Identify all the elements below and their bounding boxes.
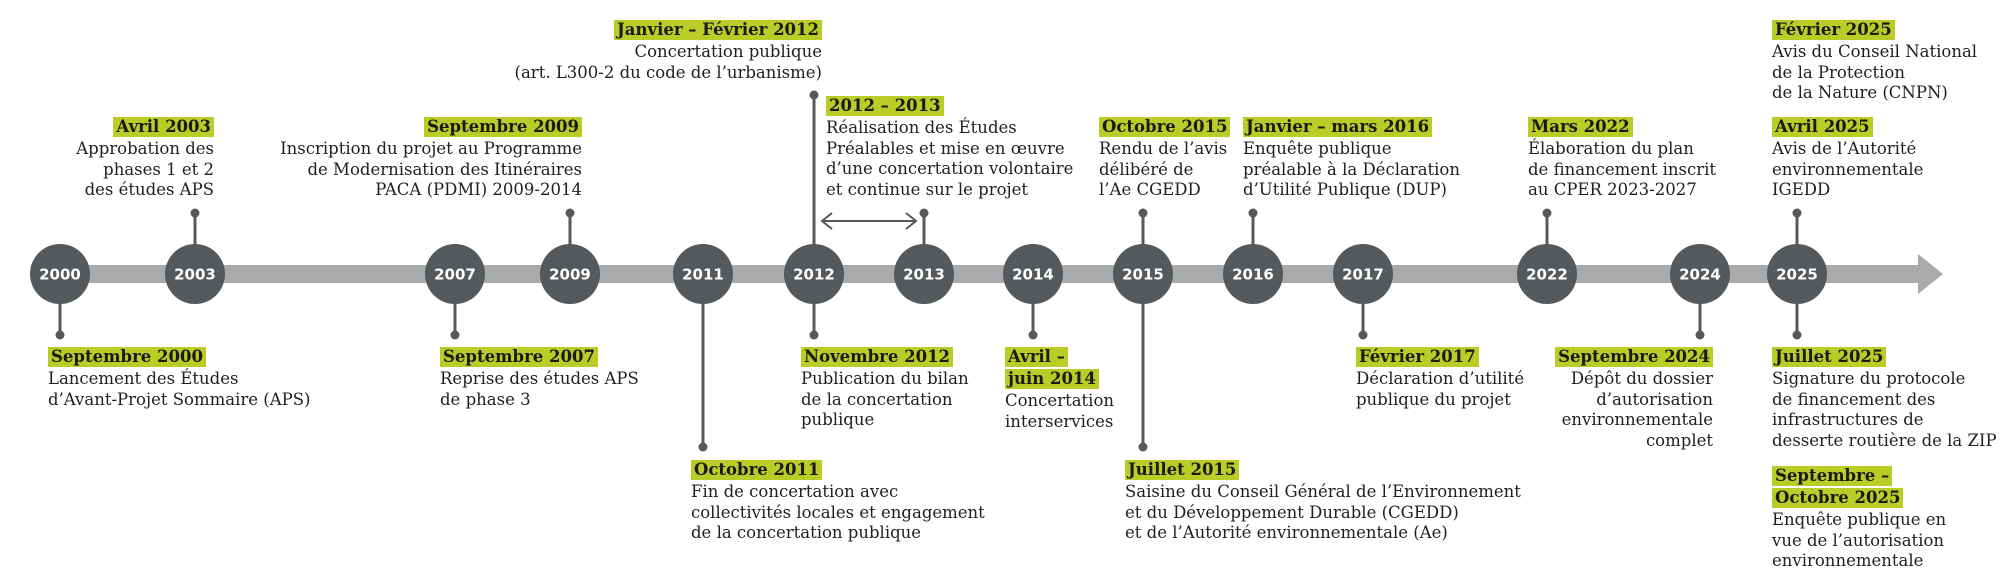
event-date-tag: Septembre 2009 [424,117,582,137]
event-avrjuin2014 [1005,347,1114,432]
event-description-line: vue de l’autorisation [1772,530,1945,550]
event-description-line: Avis de l’Autorité [1772,139,1917,158]
event-description-line: desserte routière de la ZIP [1772,430,1997,450]
event-description-line: préalable à la Déclaration [1243,159,1460,179]
event-p20122013 [826,96,1073,200]
event-fev2017 [1356,347,1524,410]
event-description-line: environnementale [1561,410,1713,429]
year-label: 2017 [1342,265,1384,284]
event-description-line: d’Avant-Projet Sommaire (APS) [48,389,311,409]
event-description-line: l’Ae CGEDD [1099,180,1201,199]
event-jul2025 [1772,347,1997,451]
event-description-line: des études APS [84,180,214,199]
event-description-line: de la concertation [801,389,953,409]
event-description-line: de la concertation publique [691,523,922,542]
event-janmar2016 [1243,117,1460,201]
event-oct2011 [691,460,985,544]
event-sep2009 [280,117,582,201]
event-description-line: Déclaration d’utilité [1356,369,1525,388]
year-label: 2007 [434,265,476,284]
event-description-line: de Modernisation des Itinéraires [307,159,582,179]
event-date-tag: 2012 – 2013 [826,96,944,116]
year-label: 2015 [1122,265,1164,284]
event-description-line: IGEDD [1772,180,1831,199]
timeline-arrowhead-icon [1918,254,1943,294]
event-description-line: et continue sur le projet [826,179,1029,199]
year-node-2017 [1333,244,1393,304]
event-description-line: Concertation publique [634,42,822,61]
event-description-line: et de l’Autorité environnementale (Ae) [1125,523,1448,542]
event-description-line: au CPER 2023-2027 [1528,180,1697,199]
event-description-line: Signature du protocole [1772,369,1966,388]
event-description-line: Fin de concertation avec [691,482,899,501]
event-description-line: Approbation des [76,139,214,158]
event-description-line: de la Nature (CNPN) [1772,83,1948,102]
event-date-tag: Juillet 2025 [1772,347,1886,367]
event-description-line: délibéré de [1099,159,1194,179]
event-description-line: Enquête publique en [1772,510,1947,529]
event-description-line: d’Utilité Publique (DUP) [1243,180,1447,199]
event-description-line: Préalables et mise en œuvre [826,138,1065,158]
year-label: 2024 [1679,265,1721,284]
event-date-tag: Octobre 2025 [1772,488,1903,508]
event-date-tag: Avril 2025 [1772,117,1873,137]
event-oct2015 [1099,117,1230,201]
event-description-line: infrastructures de [1772,410,1924,429]
event-apr2025 [1772,117,1923,201]
event-date-tag: Septembre 2024 [1555,347,1713,367]
timeline-axis [40,265,1920,283]
year-label: 2025 [1776,265,1818,284]
year-label: 2014 [1012,265,1054,284]
year-node-2014 [1003,244,1063,304]
year-node-2015 [1113,244,1173,304]
event-date-tag: Juillet 2015 [1125,460,1239,480]
event-date-tag: juin 2014 [1005,369,1099,389]
year-label: 2003 [174,265,216,284]
event-description-line: Élaboration du plan [1528,139,1694,158]
year-node-2003 [165,244,225,304]
year-node-2024 [1670,244,1730,304]
event-description-line: (art. L300-2 du code de l’urbanisme) [514,62,822,82]
event-date-tag: Septembre 2000 [48,347,206,367]
event-sep2024 [1555,347,1713,451]
year-label: 2012 [793,265,835,284]
event-janfev2012 [515,20,822,83]
event-date-tag: Janvier – mars 2016 [1243,117,1432,137]
event-description-line: environnementale [1772,159,1924,179]
event-description-line: d’une concertation volontaire [826,159,1074,178]
event-sep2000 [48,347,310,410]
year-node-2012 [784,244,844,304]
event-date-tag: Octobre 2015 [1099,117,1230,137]
event-date-tag: Septembre 2007 [440,347,598,367]
event-description-line: complet [1645,430,1713,450]
event-description-line: d’autorisation [1596,389,1713,409]
year-node-2022 [1517,244,1577,304]
event-description-line: publique [801,410,875,429]
event-description-line: Réalisation des Études [826,118,1017,137]
event-date-tag: Novembre 2012 [801,347,953,367]
event-description-line: Inscription du projet au Programme [280,139,582,158]
event-description-line: Publication du bilan [801,369,969,388]
event-description-line: et du Développement Durable (CGEDD) [1125,502,1459,522]
event-date-tag: Février 2017 [1356,347,1479,367]
event-date-tag: Avril 2003 [113,117,214,137]
event-description-line: collectivités locales et engagement [691,502,985,522]
event-description-line: Enquête publique [1243,139,1392,158]
year-label: 2000 [39,265,81,284]
event-fev2025 [1772,20,1977,104]
event-nov2012 [801,347,969,431]
event-description-line: de financement inscrit [1528,159,1716,179]
event-jul2015 [1125,460,1521,544]
event-description-line: phases 1 et 2 [103,159,214,179]
event-description-line: publique du projet [1356,389,1511,409]
event-description-line: Concertation [1005,391,1115,410]
year-node-2000 [30,244,90,304]
event-description-line: de financement des [1772,389,1936,409]
year-node-2016 [1223,244,1283,304]
event-date-tag: Mars 2022 [1528,117,1633,137]
event-date-tag: Octobre 2011 [691,460,822,480]
event-date-tag: Avril – [1005,347,1068,367]
event-sep2007 [440,347,639,410]
year-node-2025 [1767,244,1827,304]
event-apr2003 [76,117,214,201]
year-node-2013 [894,244,954,304]
event-description-line: Dépôt du dossier [1570,369,1713,388]
event-description-line: Saisine du Conseil Général de l’Environnement [1125,482,1521,501]
event-description-line: de la Protection [1772,62,1905,82]
year-label: 2022 [1526,265,1568,284]
event-description-line: de phase 3 [440,389,531,409]
event-description-line: Avis du Conseil National [1772,42,1978,61]
event-description-line: interservices [1005,411,1114,431]
event-mar2022 [1528,117,1716,201]
period-double-arrow-icon [822,213,916,229]
year-label: 2013 [903,265,945,284]
year-node-2007 [425,244,485,304]
year-label: 2011 [682,265,724,284]
event-description-line: environnementale [1772,551,1924,570]
event-sepoct2025 [1772,466,1946,572]
event-date-tag: Septembre – [1772,466,1892,486]
year-node-2009 [540,244,600,304]
event-description-line: PACA (PDMI) 2009-2014 [375,180,582,199]
year-node-2011 [673,244,733,304]
event-description-line: Lancement des Études [48,369,239,388]
event-date-tag: Février 2025 [1772,20,1895,40]
year-label: 2016 [1232,265,1274,284]
year-label: 2009 [549,265,591,284]
event-date-tag: Janvier – Février 2012 [614,20,822,40]
event-description-line: Rendu de l’avis [1099,139,1228,158]
event-description-line: Reprise des études APS [440,369,639,388]
